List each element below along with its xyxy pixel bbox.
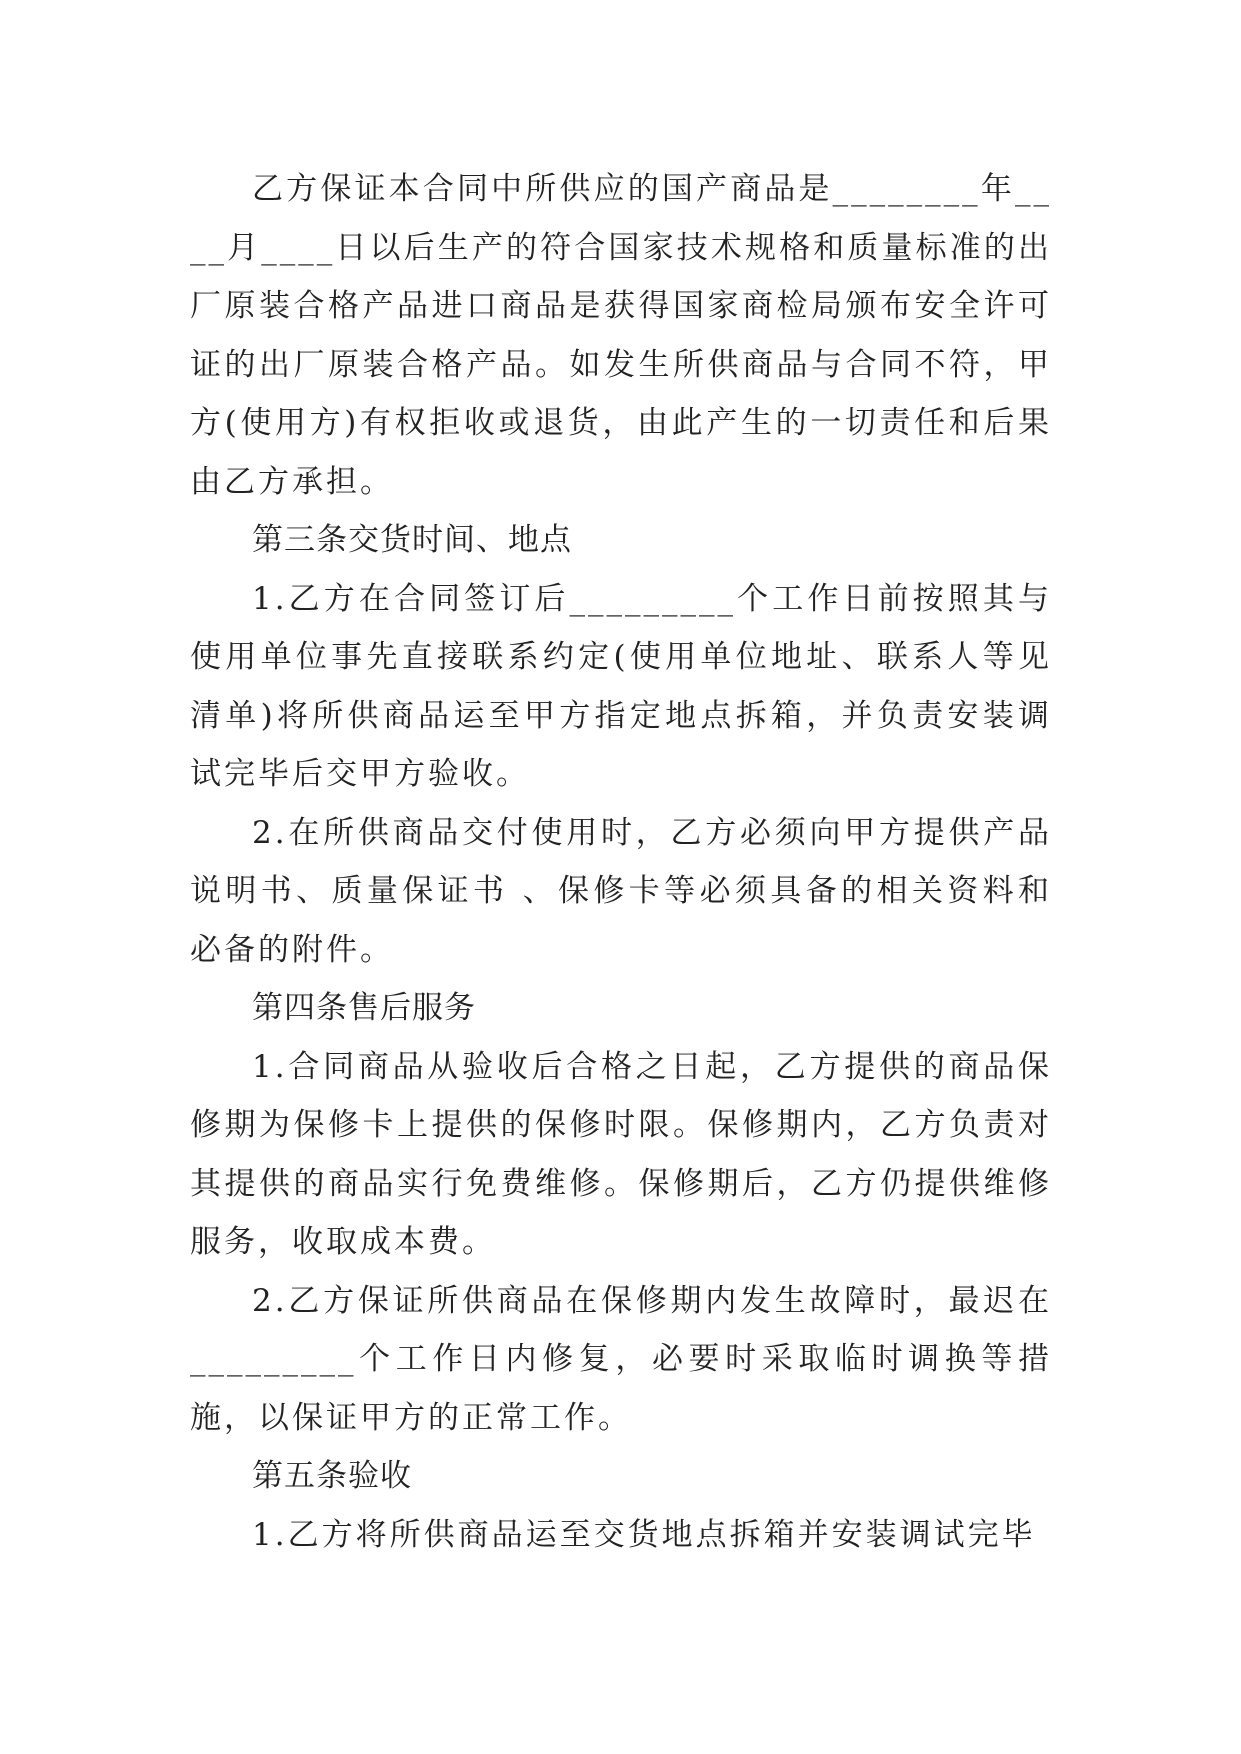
article-3-clause-1: 1.乙方在合同签订后_________个工作日前按照其与使用单位事先直接联系约定(使用单位地址、联系人等见清单)将所供商品运至甲方指定地点拆箱，并负责安装调试完毕后交甲方验收。 (190, 580, 1052, 792)
article-5-heading: 第五条验收 (252, 1458, 412, 1494)
article-3-clause-2: 2.在所供商品交付使用时，乙方必须向甲方提供产品说明书、质量保证书 、保修卡等必须具备的相关资料和必备的附件。 (190, 814, 1052, 968)
article-4-clause-2: 2.乙方保证所供商品在保修期内发生故障时，最迟在_________个工作日内修复，必要时采取临时调换等措施，以保证甲方的正常工作。 (190, 1282, 1052, 1436)
article-5-clause-1: 1.乙方将所供商品运至交货地点拆箱并安装调试完毕 (252, 1516, 1036, 1553)
article-4-clause-1: 1.合同商品从验收后合格之日起，乙方提供的商品保修期为保修卡上提供的保修时限。保修期内，乙方负责对其提供的商品实行免费维修。保修期后，乙方仍提供维修服务，收取成本费。 (190, 1048, 1052, 1260)
paragraph-quality-guarantee: 乙方保证本合同中所供应的国产商品是________年____月____日以后生产的符合国家技术规格和质量标准的出厂原装合格产品进口商品是获得国家商检局颁布安全许可证的出厂原装合格产品。如发生所供商品与合同不符，甲方(使用方)有权拒收或退货，由此产生的一切责任和后果由乙方承担。 (190, 171, 1052, 500)
article-3-heading: 第三条交货时间、地点 (252, 522, 572, 558)
article-4-heading: 第四条售后服务 (252, 990, 476, 1026)
document-body (190, 160, 1052, 1564)
